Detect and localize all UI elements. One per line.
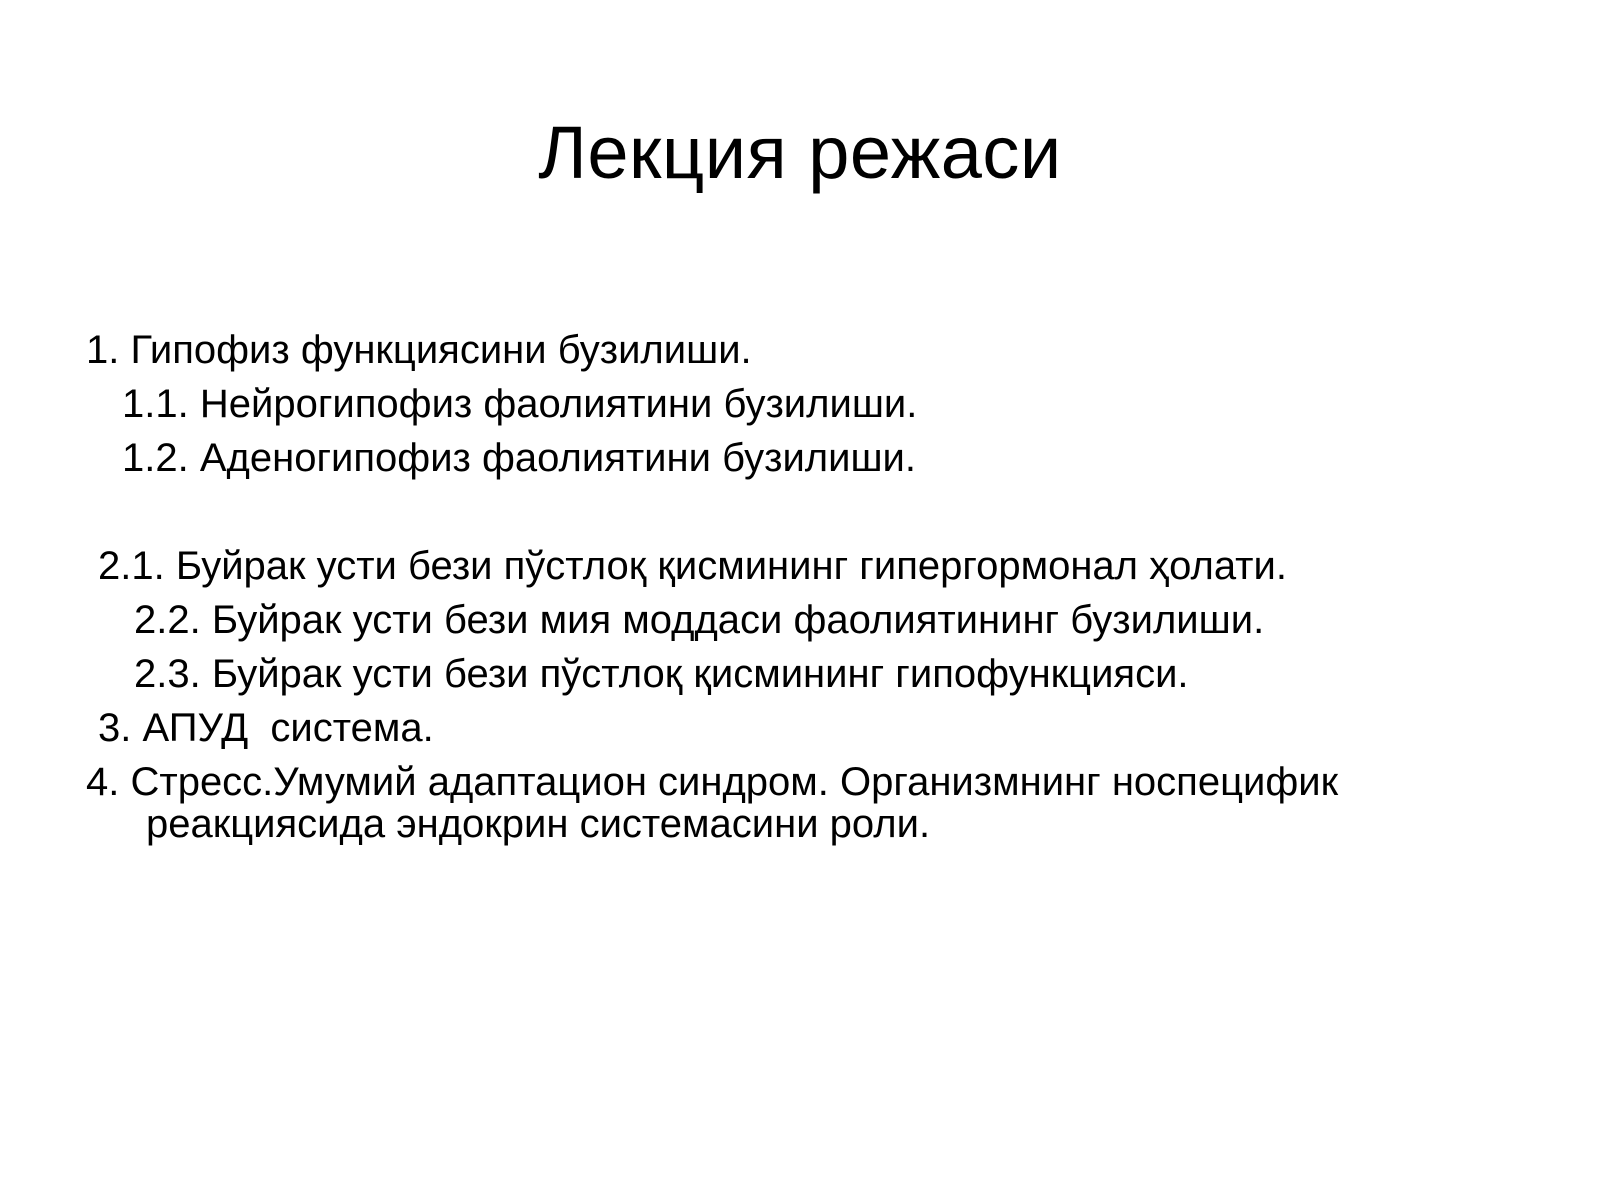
outline-item-text: Буйрак усти бези мия моддаси фаолиятининг бузилиши. [211, 598, 1265, 642]
outline-item-text: Буйрак усти бези пўстлоқ қисмининг гипофункцияси. [211, 652, 1189, 696]
outline-item-1 [86, 327, 752, 373]
outline-item-text: Аденогипофиз фаолиятини бузилиши. [199, 436, 917, 480]
outline-item-2-2 [134, 597, 1264, 643]
outline-item-text: Гипофиз функциясини бузилиши. [130, 328, 752, 372]
outline-item-text: АПУД система. [142, 706, 434, 750]
slide-title: Лекция режаси [538, 111, 1062, 194]
outline-item-text: Стресс.Умумий адаптацион синдром. Организмнинг носпецифик [130, 760, 1339, 804]
outline-item-text: Нейрогипофиз фаолиятини бузилиши. [199, 382, 918, 426]
outline-item-1-2 [122, 435, 916, 481]
outline-item-2-3 [134, 651, 1189, 697]
outline-item-text: Буйрак усти бези пўстлоқ қисмининг гипергормонал ҳолати. [175, 544, 1287, 588]
outline-item-4 [86, 759, 1338, 805]
outline-item-number: 4. [86, 760, 120, 804]
outline-item-2-1 [98, 543, 1287, 589]
outline-item-3 [98, 705, 434, 751]
outline-item-4-continuation: реакциясида эндокрин системасини роли. [146, 802, 931, 846]
outline-item-number: 1.1. [122, 382, 189, 426]
outline-item-number: 2.3. [134, 652, 201, 696]
outline-item-number: 2.1. [98, 544, 165, 588]
outline-item-1-1 [122, 381, 917, 427]
outline-item-number: 3. [98, 706, 132, 750]
outline-item-number: 2.2. [134, 598, 201, 642]
outline-item-number: 1.2. [122, 436, 189, 480]
outline-item-number: 1. [86, 328, 120, 372]
